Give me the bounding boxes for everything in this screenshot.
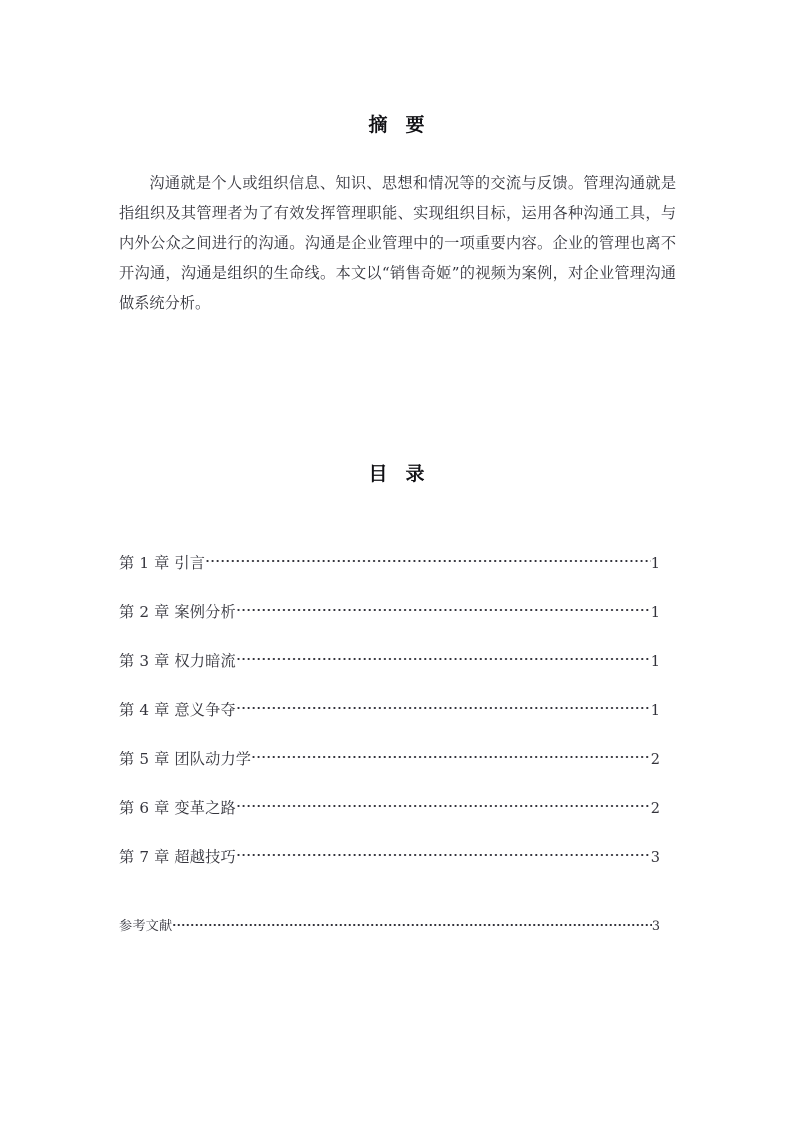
toc-entry-label: 第 5 章 团队动力学 [119,750,252,768]
toc-entry-chapter-3[interactable] [119,650,660,699]
table-of-contents [119,552,660,964]
toc-page-number: 1 [650,605,660,621]
toc-entry-label: 第 6 章 变革之路 [119,799,236,817]
toc-entry-label: 第 4 章 意义争夺 [119,701,236,719]
toc-page-number: 1 [650,556,660,572]
toc-dot-leader [172,917,652,930]
toc-page-number: 3 [651,919,660,934]
table-of-contents-heading: 目 录 [368,463,431,485]
toc-page-number: 1 [650,654,660,670]
toc-dot-leader [236,700,651,715]
toc-dot-leader [236,651,651,666]
toc-entry-chapter-4[interactable] [119,699,660,748]
toc-dot-leader [251,749,651,764]
toc-entry-chapter-2[interactable] [119,601,660,650]
toc-page-number: 2 [650,801,660,817]
toc-dot-leader [205,553,651,568]
toc-entry-label: 第 2 章 案例分析 [119,603,236,621]
toc-entry-chapter-7[interactable] [119,846,660,895]
toc-entry-chapter-1[interactable] [119,552,660,601]
toc-entry-label: 第 3 章 权力暗流 [119,652,236,670]
toc-page-number: 3 [650,850,660,866]
toc-dot-leader [236,602,651,617]
toc-entry-label: 第 1 章 引言 [119,554,206,572]
toc-entry-label: 参考文献 [119,919,173,934]
toc-entry-chapter-6[interactable] [119,797,660,846]
toc-dot-leader [236,798,651,813]
toc-page-number: 1 [650,703,660,719]
toc-dot-leader [236,847,651,862]
toc-page-number: 2 [650,752,660,768]
toc-entry-references[interactable] [119,915,660,964]
abstract-body-text: 沟通就是个人或组织信息、知识、思想和情况等的交流与反馈。管理沟通就是指组织及其管理者为了有效发挥管理职能、实现组织目标，运用各种沟通工具，与内外公众之间进行的沟通。沟通是企业管理中的一项重要内容。企业的管理也离不开沟通，沟通是组织的生命线。本文以“销售奇姬”的视频为案例，对企业管理沟通做系统分析。 [119,174,676,312]
abstract-heading: 摘 要 [368,114,431,136]
toc-entry-label: 第 7 章 超越技巧 [119,848,236,866]
toc-entry-chapter-5[interactable] [119,748,660,797]
